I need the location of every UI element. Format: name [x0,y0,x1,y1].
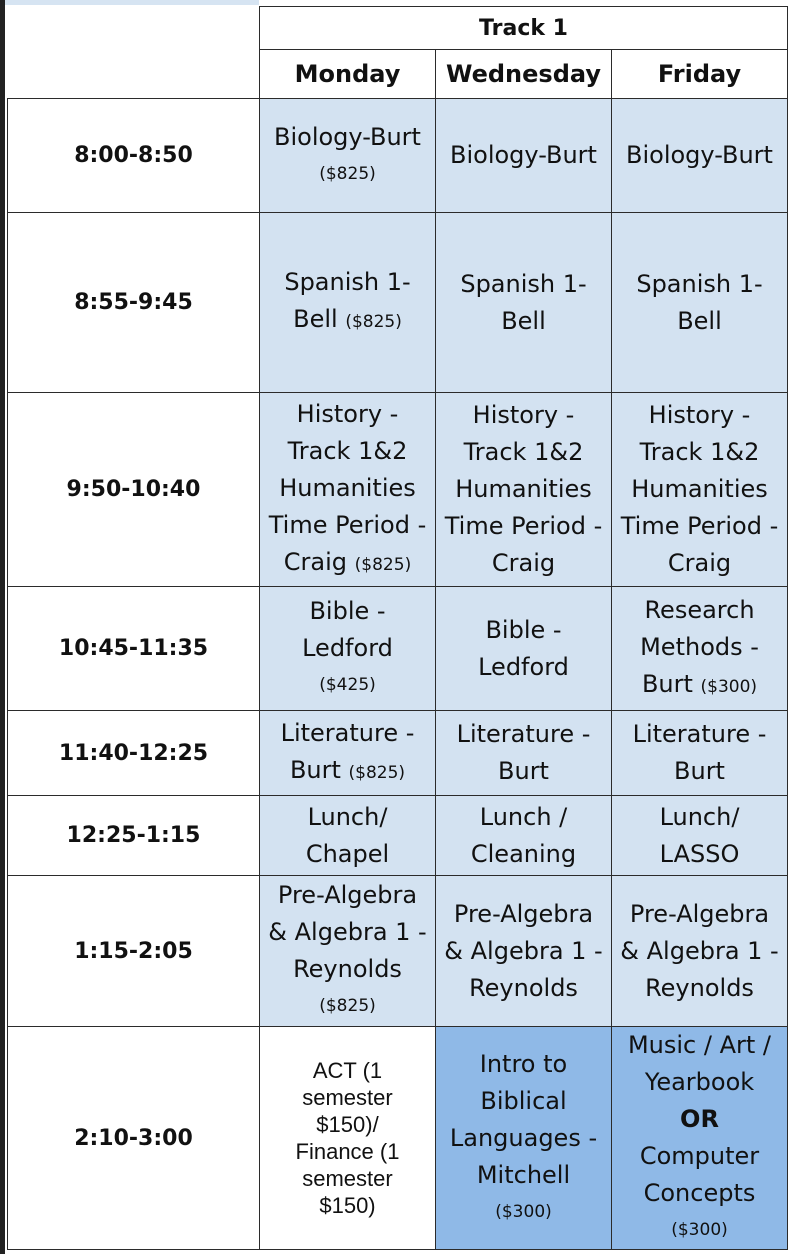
class-text-line: Burt [498,757,549,785]
class-cell [436,711,612,796]
class-cell [436,587,612,711]
class-cell [612,393,788,587]
class-text-line: Humanities [455,475,592,503]
class-text-line: Burt ($300) [641,669,758,698]
class-cell [612,587,788,711]
schedule-body [8,99,788,1250]
class-cell [612,99,788,213]
class-text-line: Mitchell [476,1160,571,1189]
class-text-line: ACT (1 [312,1058,383,1083]
price-label: ($300) [671,1220,728,1240]
class-text-line: Lunch/ [659,802,740,831]
class-text-line: & Algebra 1 - [444,936,603,965]
price-label: ($300) [700,676,758,697]
class-text-line: Research [644,595,755,624]
corner-cell [8,7,260,99]
class-text-line: $150)/ [316,1112,379,1137]
class-cell [260,796,436,876]
class-text-line: & Algebra 1 - [620,936,779,965]
class-text-line: Spanish 1- [636,269,763,298]
class-text-line: Track 1&2 [287,436,408,465]
class-text-line: Pre-Algebra [629,899,770,928]
class-text-line: Intro to [479,1049,568,1078]
class-text-line: Pre-Algebra [277,881,418,909]
class-cell [260,1027,436,1250]
class-cell [436,99,612,213]
class-cell [260,876,436,1027]
time-slot: 2:10-3:00 [8,1027,260,1250]
class-text-line: Finance (1 [295,1139,400,1164]
class-cell [260,213,436,393]
price-label: ($425) [319,675,376,695]
class-text-line: Reynolds [469,973,578,1002]
schedule-table [7,6,788,1250]
day-wednesday: Wednesday [436,50,612,99]
class-text-line: Bible - [485,615,562,644]
class-text-line: Concepts [643,1179,756,1207]
class-cell [260,99,436,213]
class-text-line: Bell [501,306,546,335]
class-text-line: Track 1&2 [463,438,584,466]
price-label: ($825) [319,163,376,184]
class-text-line: Reynolds [645,973,754,1002]
class-cell [612,1027,788,1250]
day-friday: Friday [612,50,788,99]
class-text-line: Time Period - [620,512,779,540]
class-text-line: Bell ($825) [293,305,402,333]
price-label: ($825) [354,554,412,575]
class-cell [612,796,788,876]
class-cell [260,393,436,587]
class-text-line: Music / Art / [627,1031,772,1059]
top-edge-strip [5,0,259,5]
schedule-row [8,1027,788,1250]
class-text-line: Biology-Burt [274,122,421,151]
class-text-line: Humanities [631,475,768,503]
class-text-line: Craig [491,549,556,577]
class-text-line: Methods - [640,632,759,661]
class-text-line: Ledford [478,652,569,681]
time-slot: 8:00-8:50 [8,99,260,213]
or-label: OR [680,1105,719,1133]
class-text-line: semester [302,1166,393,1191]
class-text-line: Spanish 1- [284,268,411,296]
class-text-line: Pre-Algebra [453,899,594,928]
class-text-line: Computer [639,1142,760,1170]
day-monday: Monday [260,50,436,99]
time-slot: 11:40-12:25 [8,711,260,796]
class-cell [612,711,788,796]
class-text-line: Biblical [480,1086,567,1115]
price-label: ($825) [319,996,376,1016]
class-text-line: Lunch/ [307,802,388,831]
class-cell [436,393,612,587]
price-label: ($825) [348,762,406,783]
class-text-line: Biology-Burt [626,141,773,169]
class-text-line: Chapel [305,839,390,868]
class-cell [260,711,436,796]
class-text-line: Time Period - [268,510,427,539]
class-text-line: Track 1&2 [639,438,760,466]
class-text-line: Humanities [279,473,416,502]
class-text-line: Craig ($825) [283,547,412,576]
class-text-line: Cleaning [470,839,577,868]
schedule-row [8,796,788,876]
class-text-line: History - [472,401,575,429]
class-cell [612,213,788,393]
time-slot: 8:55-9:45 [8,213,260,393]
class-cell [436,213,612,393]
class-text-line: Lunch / [479,802,568,831]
class-text-line: History - [648,401,751,429]
class-cell [436,876,612,1027]
class-cell [436,796,612,876]
class-cell [612,876,788,1027]
class-text-line: Reynolds [293,955,402,983]
class-text-line: $150) [319,1193,376,1218]
class-text-line: Literature - [456,720,591,748]
time-slot: 10:45-11:35 [8,587,260,711]
class-text-line: LASSO [659,839,740,868]
time-slot: 9:50-10:40 [8,393,260,587]
class-text-line: Time Period - [444,512,603,540]
price-label: ($825) [345,312,402,332]
class-text-line: & Algebra 1 - [268,918,427,946]
class-text-line: Literature - [280,718,415,747]
left-border [0,0,5,1254]
class-text-line: Craig [667,549,732,577]
class-text-line: Burt [674,757,725,785]
class-text-line: Languages - [449,1123,598,1152]
class-text-line: Yearbook [644,1068,755,1096]
class-cell [436,1027,612,1250]
class-text-line: Bell [677,306,722,335]
class-text-line: Burt ($825) [289,755,406,784]
class-text-line: History - [296,399,399,428]
class-text-line: Spanish 1- [460,269,587,298]
class-text-line: Biology-Burt [450,141,597,169]
schedule-row [8,711,788,796]
class-text-line: semester [302,1085,393,1110]
schedule-row [8,393,788,587]
price-label: ($300) [495,1201,552,1222]
class-text-line: Ledford [302,634,393,662]
class-text-line: Literature - [632,720,767,748]
class-text-line: Bible - [309,597,386,625]
track-title: Track 1 [260,7,788,50]
schedule-row [8,587,788,711]
track-header-row [8,7,788,50]
time-slot: 1:15-2:05 [8,876,260,1027]
schedule-row [8,99,788,213]
class-cell [260,587,436,711]
time-slot: 12:25-1:15 [8,796,260,876]
schedule-row [8,213,788,393]
schedule-row [8,876,788,1027]
